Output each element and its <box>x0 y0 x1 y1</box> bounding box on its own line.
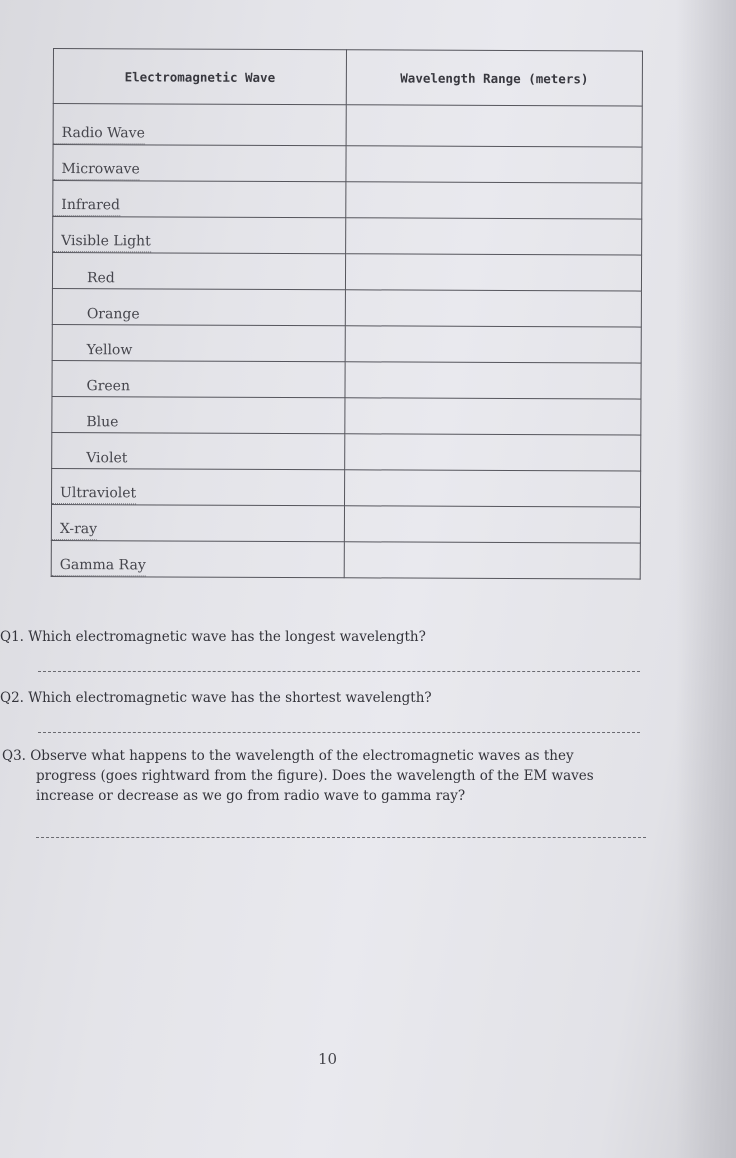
wave-name-label: Infrared <box>53 197 120 216</box>
table-row <box>53 104 642 148</box>
answer-line-3[interactable] <box>36 837 646 838</box>
table-row <box>52 324 641 363</box>
wave-name-cell <box>52 253 345 290</box>
wave-name-label: Gamma Ray <box>52 557 146 576</box>
table-body <box>51 104 642 580</box>
wavelength-range-cell[interactable] <box>346 182 642 219</box>
question-1: Q1. Which electromagnetic wave has the longest wavelength? <box>0 629 426 645</box>
question-2: Q2. Which electromagnetic wave has the shortest wavelength? <box>0 690 432 706</box>
table-row <box>53 181 642 220</box>
wavelength-range-cell[interactable] <box>345 326 641 363</box>
wave-name-label: Green <box>86 378 131 395</box>
wave-name-cell <box>52 288 345 325</box>
table-row <box>51 540 640 579</box>
wave-name-label: Visible Light <box>53 233 151 252</box>
em-wave-table <box>51 48 643 580</box>
wavelength-range-cell[interactable] <box>346 146 642 183</box>
table-row <box>53 217 642 256</box>
answer-line-2[interactable] <box>38 732 640 733</box>
table-row <box>52 253 641 292</box>
wave-name-label: Blue <box>86 414 119 431</box>
question-3-line-3: increase or decrease as we go from radio wave to gamma ray? <box>36 788 466 804</box>
table-row <box>53 145 642 184</box>
wave-name-cell <box>51 504 344 541</box>
wave-name-cell <box>52 360 345 397</box>
wave-name-label: Red <box>86 270 115 287</box>
wave-name-label: Yellow <box>86 342 133 359</box>
wave-name-label: Radio Wave <box>54 125 145 144</box>
wavelength-range-cell[interactable] <box>345 434 641 471</box>
table-header-row <box>53 49 642 107</box>
wave-name-label: Ultraviolet <box>52 485 136 504</box>
wavelength-range-cell[interactable] <box>346 218 642 255</box>
answer-line-1[interactable] <box>38 671 640 672</box>
question-3 <box>2 746 594 806</box>
header-wavelength-range: Wavelength Range (meters) <box>346 50 642 106</box>
wave-name-cell <box>52 324 345 361</box>
table-row <box>52 468 641 507</box>
wave-name-cell <box>52 396 345 433</box>
wave-name-cell <box>53 145 346 182</box>
table-row <box>52 432 641 471</box>
wave-name-cell <box>52 468 345 505</box>
wave-name-label: Microwave <box>53 161 139 180</box>
wave-name-cell <box>52 432 345 469</box>
wavelength-range-cell[interactable] <box>345 290 641 327</box>
wave-name-label: Orange <box>86 306 140 323</box>
question-3-line-2: progress (goes rightward from the figure). Does the wavelength of the EM waves <box>36 768 594 784</box>
wave-name-label: Violet <box>86 450 128 467</box>
wavelength-range-cell[interactable] <box>345 470 641 507</box>
wavelength-range-cell[interactable] <box>345 398 641 435</box>
wavelength-range-cell[interactable] <box>345 362 641 399</box>
page-number: 10 <box>318 1050 338 1068</box>
header-em-wave: Electromagnetic Wave <box>53 49 346 105</box>
wavelength-range-cell[interactable] <box>346 105 642 147</box>
table-row <box>52 396 641 435</box>
wavelength-range-cell[interactable] <box>344 506 640 543</box>
table-row <box>52 288 641 327</box>
wave-name-label: X-ray <box>52 521 97 540</box>
wave-name-cell <box>53 104 346 146</box>
table-row <box>52 360 641 399</box>
table-row <box>51 504 640 543</box>
question-3-line-1: Q3. Observe what happens to the wavelength of the electromagnetic waves as they <box>2 748 574 764</box>
wave-name-cell <box>51 540 344 577</box>
page-edge-shadow <box>676 0 736 1158</box>
wavelength-range-cell[interactable] <box>344 542 640 579</box>
wave-name-cell <box>53 217 346 254</box>
wave-name-cell <box>53 181 346 218</box>
wavelength-range-cell[interactable] <box>345 254 641 291</box>
